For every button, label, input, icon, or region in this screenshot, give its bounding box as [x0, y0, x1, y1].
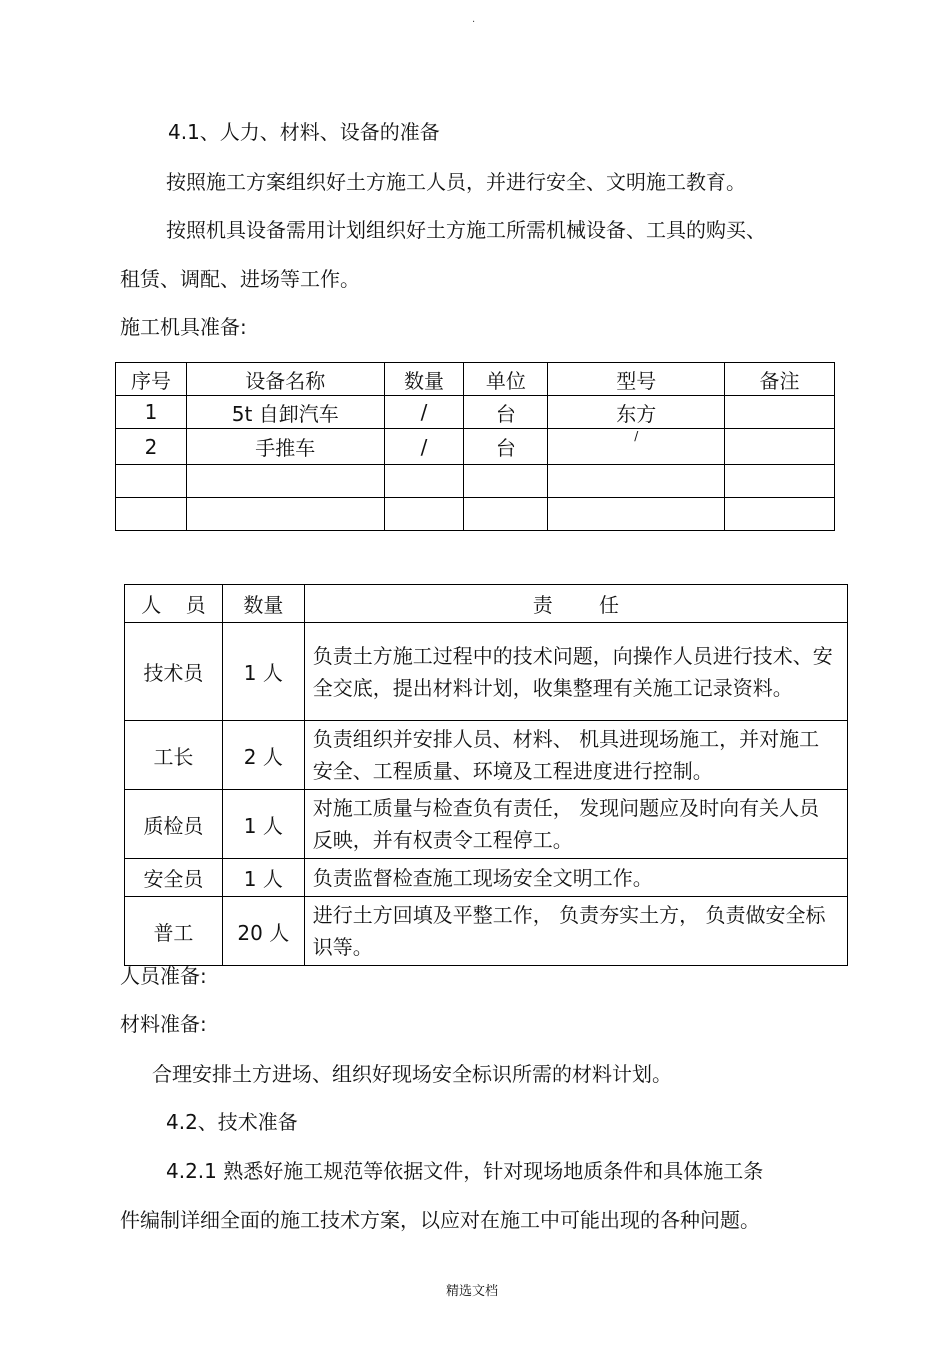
- staff-header-row: [125, 585, 848, 623]
- table-cell: [464, 465, 548, 498]
- table-row: [125, 897, 848, 966]
- role-cell: 普工: [125, 897, 223, 966]
- table-cell: 东方: [548, 396, 725, 429]
- heading-4-2: 4.2、技术准备: [166, 1110, 298, 1134]
- table-cell: 台: [464, 396, 548, 429]
- table-row: [116, 465, 835, 498]
- paragraph-2-line-1: 按照机具设备需用计划组织好土方施工所需机械设备、工具的购买、: [166, 218, 766, 242]
- role-cell: 技术员: [125, 623, 223, 721]
- table-cell: [116, 498, 187, 531]
- heading-4-1: 4.1、人力、材料、设备的准备: [168, 120, 440, 144]
- responsibility-cell: 负责监督检查施工现场安全文明工作。: [304, 859, 847, 897]
- table-cell: [725, 498, 835, 531]
- table-cell: 手推车: [186, 429, 384, 465]
- header-cell: 数量: [222, 585, 304, 623]
- equipment-label: 施工机具准备:: [120, 315, 247, 339]
- paragraph-1: 按照施工方案组织好土方施工人员，并进行安全、文明施工教育。: [166, 170, 746, 194]
- table-row: [116, 498, 835, 531]
- responsibility-cell: 进行土方回填及平整工作， 负责夯实土方， 负责做安全标识等。: [304, 897, 847, 966]
- table-cell: 1: [116, 396, 187, 429]
- equipment-table: [115, 362, 835, 531]
- material-label: 材料准备:: [120, 1012, 207, 1036]
- table-cell: 2: [116, 429, 187, 465]
- count-cell: 1 人: [222, 790, 304, 859]
- table-cell: [186, 498, 384, 531]
- table-cell: [725, 429, 835, 465]
- table-cell: /: [384, 429, 464, 465]
- header-mark: .: [472, 14, 476, 25]
- header-cell: 单位: [464, 363, 548, 396]
- count-cell: 20 人: [222, 897, 304, 966]
- paragraph-4-2-1-line-2: 件编制详细全面的施工技术方案，以应对在施工中可能出现的各种问题。: [120, 1208, 760, 1232]
- table-cell: /: [384, 396, 464, 429]
- table-cell: [464, 498, 548, 531]
- table-cell: [548, 465, 725, 498]
- header-cell: 数量: [384, 363, 464, 396]
- table-cell: [384, 498, 464, 531]
- table-row: [125, 790, 848, 859]
- equipment-header-row: [116, 363, 835, 396]
- table-cell: [384, 465, 464, 498]
- staff-label: 人员准备:: [120, 964, 207, 988]
- table-row: [125, 623, 848, 721]
- responsibility-cell: 对施工质量与检查负有责任， 发现问题应及时向有关人员反映，并有权责令工程停工。: [304, 790, 847, 859]
- table-cell: 5t 自卸汽车: [186, 396, 384, 429]
- table-row: [116, 396, 835, 429]
- staff-table: [124, 584, 848, 966]
- table-row: [125, 721, 848, 790]
- table-cell: [186, 465, 384, 498]
- responsibility-cell: 负责组织并安排人员、材料、 机具进现场施工，并对施工安全、工程质量、环境及工程进度进行控制。: [304, 721, 847, 790]
- header-cell: 型号: [548, 363, 725, 396]
- table-cell: 台: [464, 429, 548, 465]
- page-footer: 精选文档: [446, 1284, 499, 1299]
- table-cell: [725, 465, 835, 498]
- table-cell: [548, 429, 725, 465]
- header-cell: 序号: [116, 363, 187, 396]
- paragraph-4-2-1-line-1: 4.2.1 熟悉好施工规范等依据文件，针对现场地质条件和具体施工条: [166, 1159, 764, 1183]
- header-cell: 责 任: [304, 585, 847, 623]
- table-cell: [548, 498, 725, 531]
- role-cell: 安全员: [125, 859, 223, 897]
- header-cell: 设备名称: [186, 363, 384, 396]
- table-cell: [116, 465, 187, 498]
- role-cell: 质检员: [125, 790, 223, 859]
- paragraph-2-line-2: 租赁、调配、进场等工作。: [120, 267, 360, 291]
- table-row: [116, 429, 835, 465]
- header-cell: 备注: [725, 363, 835, 396]
- material-paragraph: 合理安排土方进场、组织好现场安全标识所需的材料计划。: [152, 1062, 672, 1086]
- count-cell: 2 人: [222, 721, 304, 790]
- table-row: [125, 859, 848, 897]
- table-cell: [725, 396, 835, 429]
- header-cell: 人 员: [125, 585, 223, 623]
- count-cell: 1 人: [222, 623, 304, 721]
- count-cell: 1 人: [222, 859, 304, 897]
- table-cell-text: /: [634, 428, 639, 443]
- responsibility-cell: 负责土方施工过程中的技术问题，向操作人员进行技术、安全交底，提出材料计划，收集整理有关施工记录资料。: [304, 623, 847, 721]
- role-cell: 工长: [125, 721, 223, 790]
